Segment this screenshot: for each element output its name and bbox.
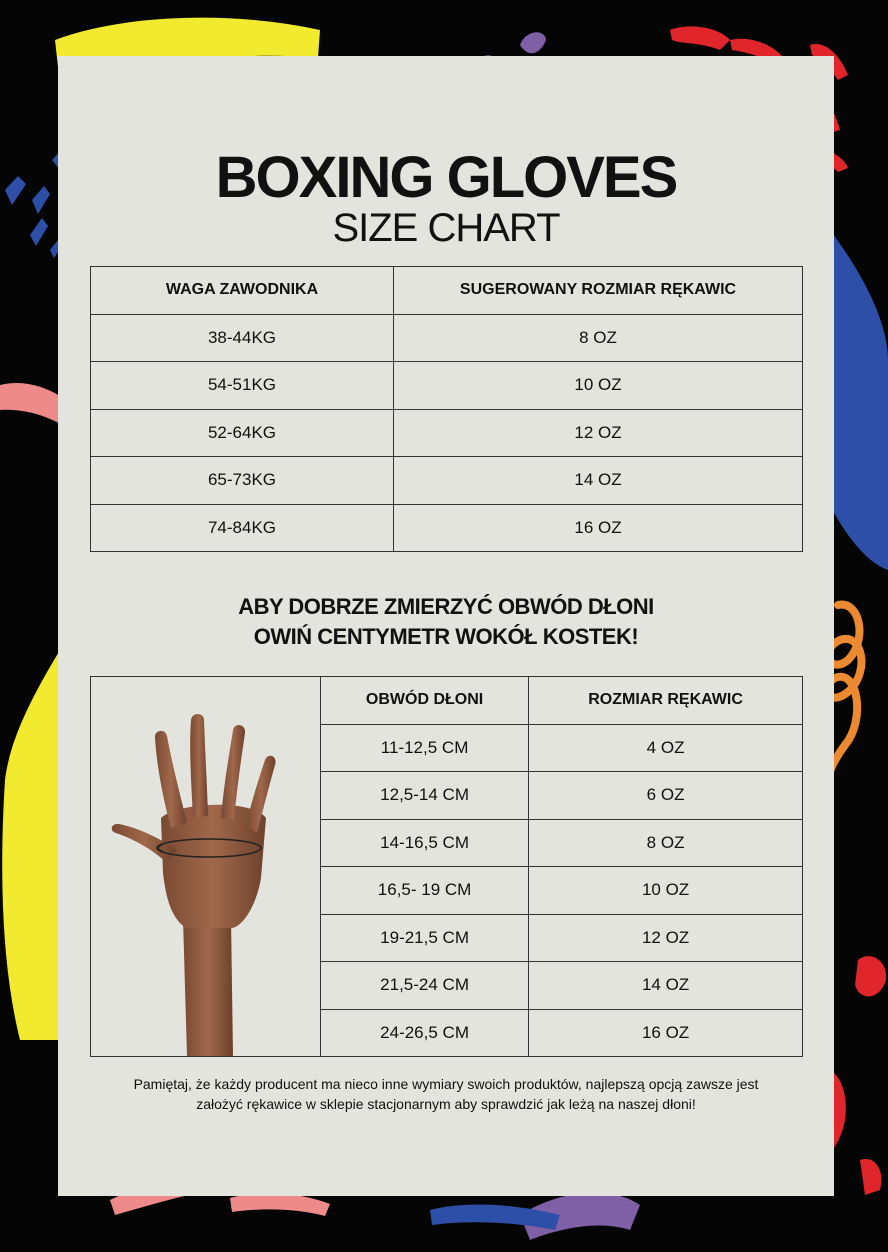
measure-instructions-line2: OWIŃ CENTYMETR WOKÓŁ KOSTEK! (253, 624, 639, 649)
footer-note (98, 1074, 794, 1114)
table-row (91, 362, 803, 410)
size-cell: 10 OZ (394, 362, 803, 410)
column-header-hand-circumference: OBWÓD DŁONI (321, 677, 529, 725)
weight-cell: 52-64KG (91, 409, 394, 457)
size-chart-card (58, 56, 834, 1196)
table-row (91, 314, 803, 362)
circumference-cell: 24-26,5 CM (321, 1009, 529, 1057)
footer-note-line2: założyć rękawice w sklepie stacjonarnym aby sprawdzić jak leżą na naszej dłoni! (196, 1096, 696, 1112)
size-cell: 14 OZ (394, 457, 803, 505)
circumference-cell: 21,5-24 CM (321, 962, 529, 1010)
table-header-row (91, 677, 803, 725)
size-cell: 6 OZ (529, 772, 803, 820)
measure-instructions-line1: ABY DOBRZE ZMIERZYĆ OBWÓD DŁONI (238, 594, 654, 619)
circumference-cell: 11-12,5 CM (321, 724, 529, 772)
table-header-row (91, 267, 803, 315)
footer-note-line1: Pamiętaj, że każdy producent ma nieco inne wymiary swoich produktów, najlepszą opcją zawsze jest (133, 1076, 759, 1092)
size-cell: 16 OZ (394, 504, 803, 552)
weight-cell: 65-73KG (91, 457, 394, 505)
column-header-weight: WAGA ZAWODNIKA (91, 267, 394, 315)
size-cell: 8 OZ (529, 819, 803, 867)
weight-cell: 74-84KG (91, 504, 394, 552)
size-cell: 12 OZ (529, 914, 803, 962)
size-cell: 10 OZ (529, 867, 803, 915)
circumference-cell: 12,5-14 CM (321, 772, 529, 820)
column-header-suggested-size: SUGEROWANY ROZMIAR RĘKAWIC (394, 267, 803, 315)
circumference-cell: 14-16,5 CM (321, 819, 529, 867)
size-cell: 14 OZ (529, 962, 803, 1010)
weight-size-table (90, 266, 803, 552)
page-title: BOXING GLOVES (215, 145, 677, 210)
table-row (91, 504, 803, 552)
page-subtitle: SIZE CHART (332, 206, 560, 250)
weight-cell: 54-51KG (91, 362, 394, 410)
hand-illustration (91, 678, 320, 1056)
hand-size-table (90, 676, 803, 1057)
table-row (91, 457, 803, 505)
circumference-cell: 19-21,5 CM (321, 914, 529, 962)
size-cell: 12 OZ (394, 409, 803, 457)
measure-instructions (58, 592, 834, 652)
table-row (91, 409, 803, 457)
size-cell: 4 OZ (529, 724, 803, 772)
size-cell: 16 OZ (529, 1009, 803, 1057)
weight-cell: 38-44KG (91, 314, 394, 362)
hand-illustration-cell (91, 677, 321, 1057)
circumference-cell: 16,5- 19 CM (321, 867, 529, 915)
column-header-glove-size: ROZMIAR RĘKAWIC (529, 677, 803, 725)
size-cell: 8 OZ (394, 314, 803, 362)
